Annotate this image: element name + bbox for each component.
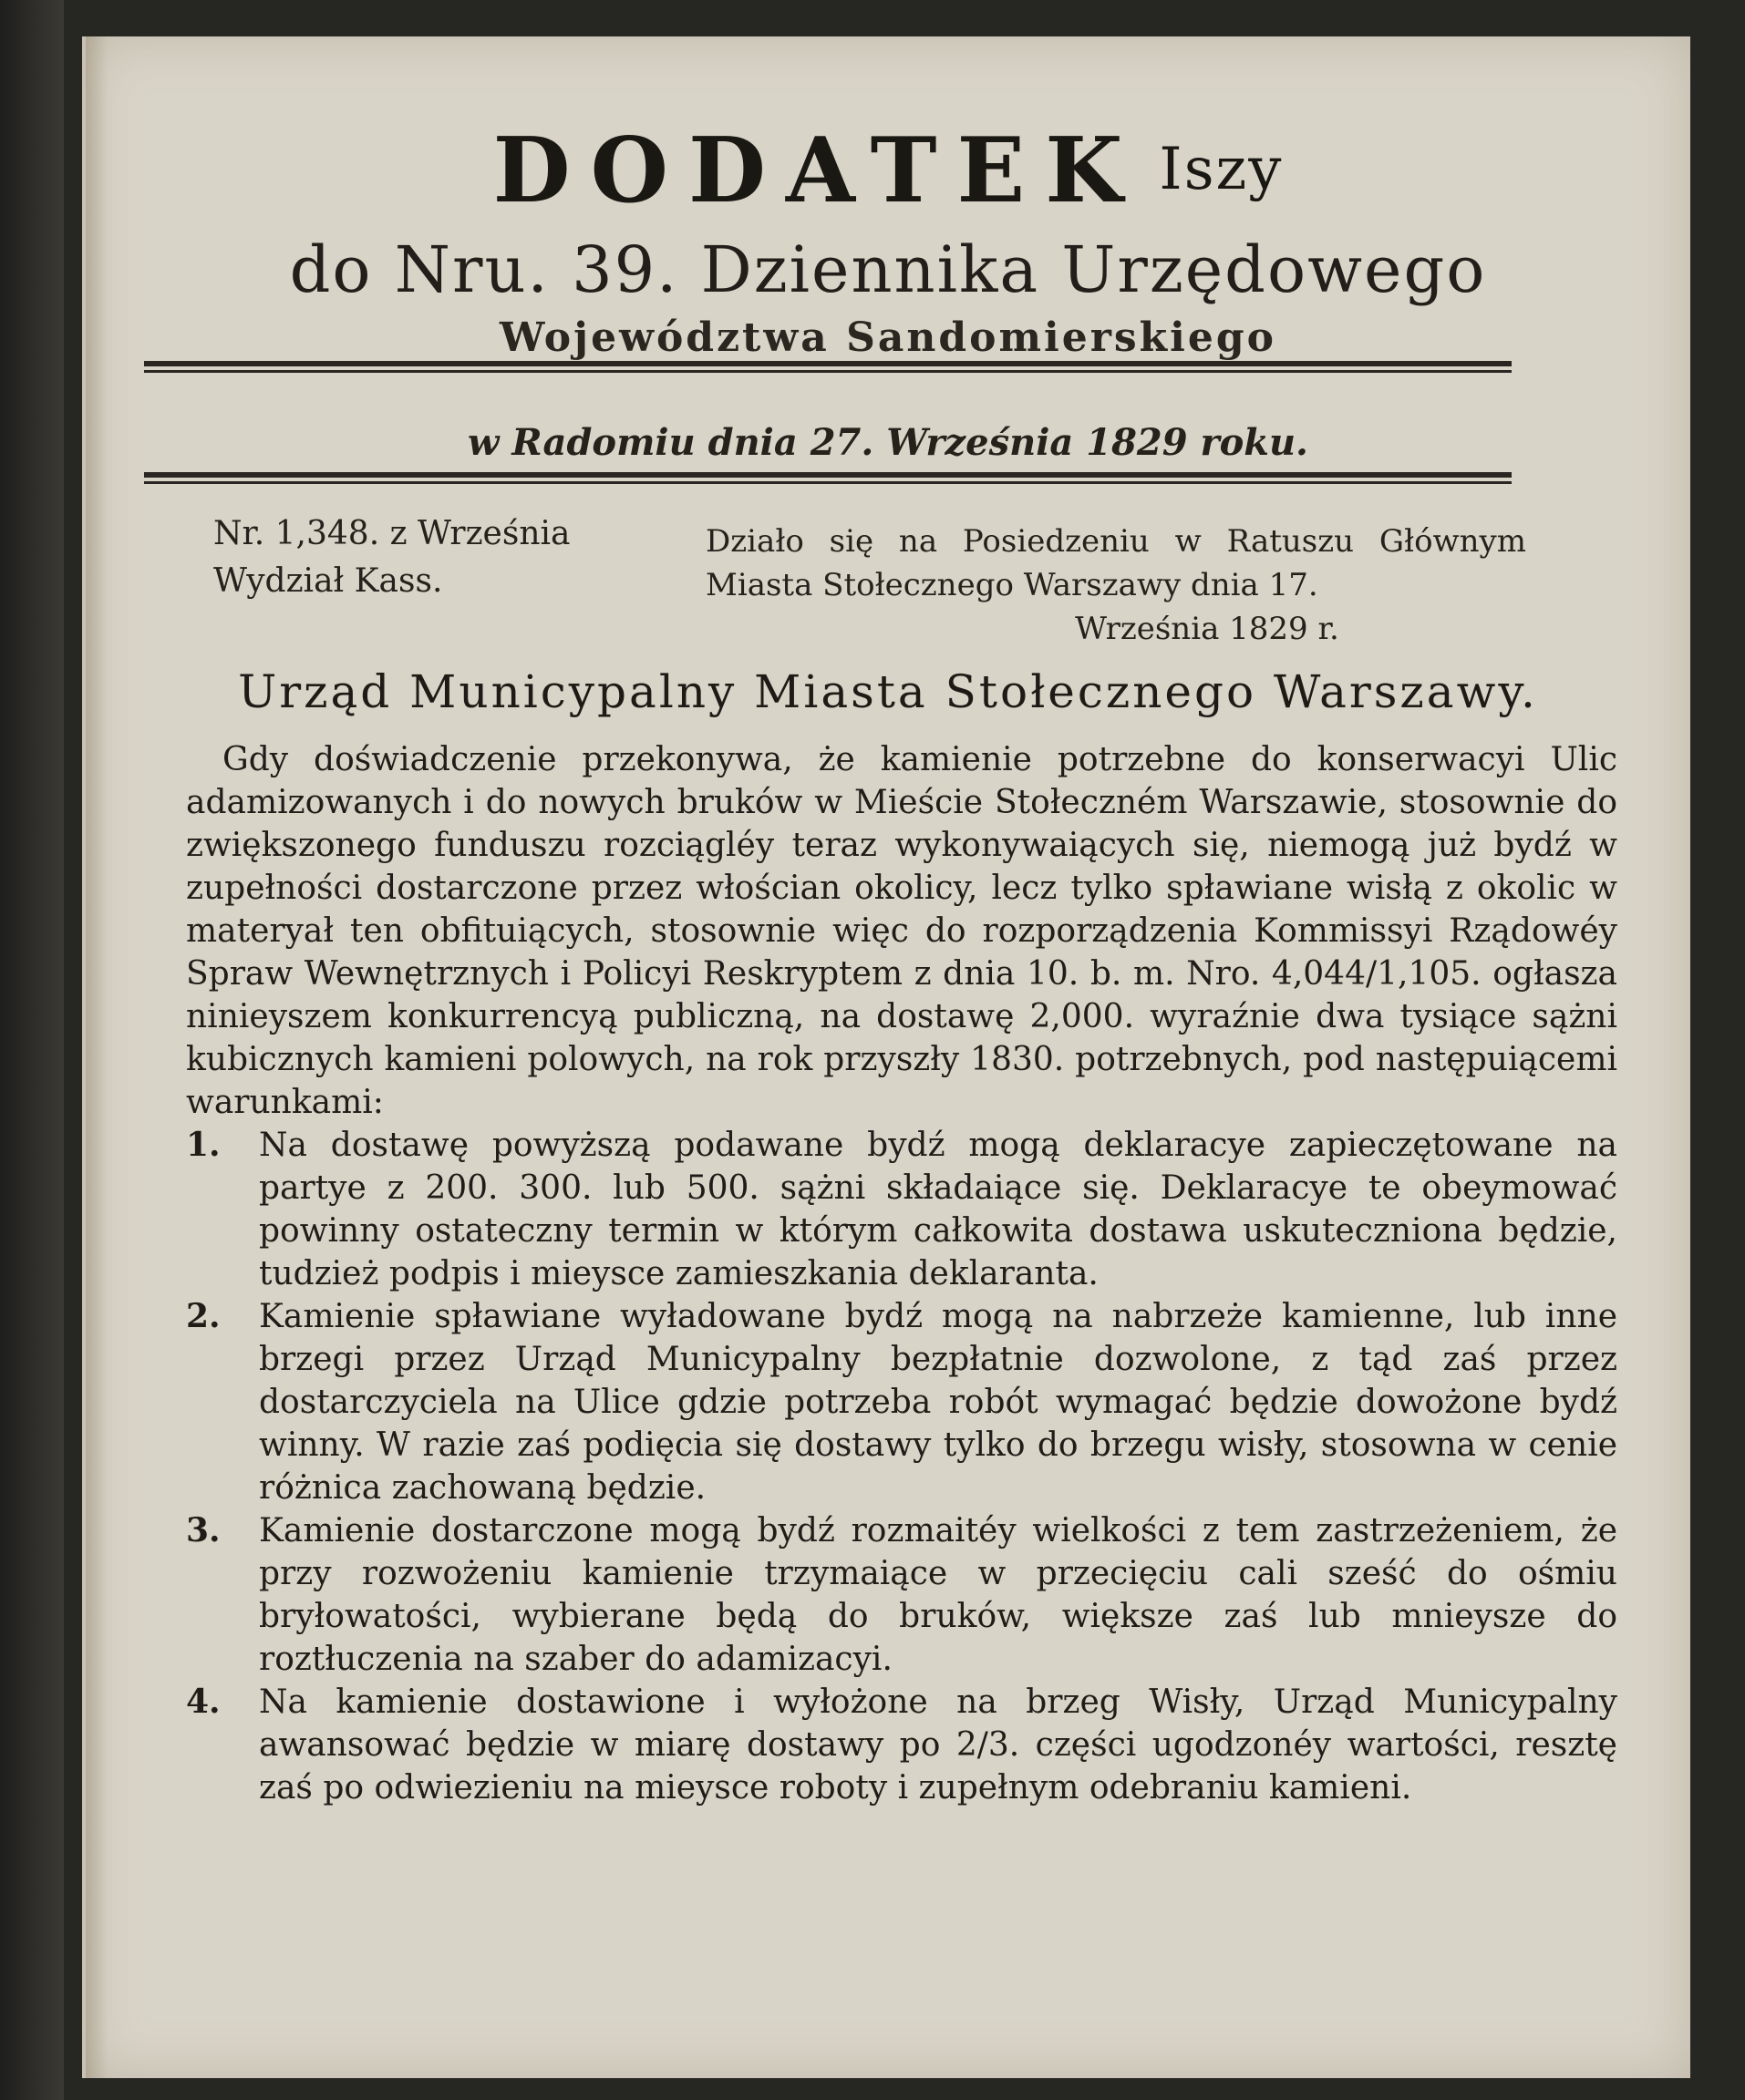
intro-paragraph: Gdy doświadczenie przekonywa, że kamienie potrzebne do konserwacyi Ulic adamizowanych i do nowych bruków w Mieście Stołeczném Warszawie, stosownie do zwiększonego funduszu rozciągléy teraz wykonywaiących się, niemogą już bydź w zupełności dostarczone przez włościan okolicy, lecz tylko spławiane wisłą z okolic w materyał ten obfituiących, stosownie więc do rozporządzenia Kommissyi Rządowéy Spraw Wewnętrznych i Policyi Reskryptem z dnia 10. b. m. Nro. 4,044/1,105. ogłasza ninieyszem konkurrencyą publiczną, na dostawę 2,000. wyraźnie dwa tysiące sążni kubicznych kamieni polowych, na rok przyszły 1830. potrzebnych, pod następuiącemi warunkami: [186, 741, 1617, 1121]
condition-number: 4. [186, 1683, 221, 1721]
conditions-list [186, 1124, 1617, 1809]
condition-item [186, 1681, 1617, 1809]
bottom-rule [144, 472, 1512, 478]
document-page [82, 36, 1690, 2078]
condition-number: 2. [186, 1297, 221, 1335]
condition-number: 1. [186, 1126, 221, 1164]
condition-text: Kamienie spławiane wyładowane bydź mogą na nabrzeże kamienne, lub inne brzegi przez Urząd Municypalny bezpłatnie dozwolone, z tąd zaś przez dostarczyciela na Ulice gdzie potrzeba robót wymagać będzie dowożone bydź winny. W razie zaś podięcia się dostawy tylko do brzegu wisły, stosowna w cenie różnica zachowaną będzie. [259, 1298, 1617, 1507]
condition-item [186, 1295, 1617, 1509]
dateline: w Radomiu dnia 27. Września 1829 roku. [468, 421, 1308, 464]
session-note-date: Września 1829 r. [1075, 611, 1339, 647]
reference-department: Wydział Kass. [213, 562, 443, 600]
reference-block [213, 510, 724, 605]
masthead-region: Województwa Sandomierskiego [499, 314, 1276, 361]
session-note-text: Działo się na Posiedzeniu w Ratuszu Głównym Miasta Stołecznego Warszawy dnia 17. [706, 523, 1526, 603]
top-rule-thin [144, 370, 1512, 373]
masthead-subtitle: do Nru. 39. Dziennika Urzędowego [289, 232, 1487, 307]
session-note [706, 520, 1526, 651]
masthead-title-line [86, 118, 1690, 223]
bottom-rule-thin [144, 481, 1512, 484]
condition-number: 3. [186, 1511, 221, 1549]
top-rule [144, 361, 1512, 366]
supplement-number: Iszy [1159, 136, 1284, 203]
notice-body [186, 738, 1617, 1809]
condition-text: Na kamienie dostawione i wyłożone na brzeg Wisły, Urząd Municypalny awansować będzie w miarę dostawy po 2/3. części ugodzonéy wartości, resztę zaś po odwiezieniu na mieysce roboty i zupełnym odebraniu kamieni. [259, 1683, 1617, 1807]
masthead-title: DODATEK [492, 118, 1143, 223]
masthead [86, 118, 1690, 361]
condition-text: Na dostawę powyższą podawane bydź mogą deklaracye zapieczętowane na partye z 200. 300. lub 500. sążni składaiące się. Deklaracye te obeymować powinny ostateczny termin w którym całkowita dostawa uskuteczniona będzie, tudzież podpis i mieysce zamieszkania deklaranta. [259, 1127, 1617, 1292]
condition-item [186, 1124, 1617, 1295]
condition-text: Kamienie dostarczone mogą bydź rozmaitéy wielkości z tem zastrzeżeniem, że przy rozwożeniu kamienie trzymaiące w przecięciu cali sześć do ośmiu bryłowatości, wybierane będą do bruków, większe zaś lub mnieysze do roztłuczenia na szaber do adamizacyi. [259, 1512, 1617, 1678]
condition-item [186, 1509, 1617, 1681]
scan-background-edge [0, 0, 64, 2100]
notice-heading: Urząd Municypalny Miasta Stołecznego Warszawy. [238, 665, 1538, 718]
reference-number: Nr. 1,348. z Września [213, 515, 571, 552]
